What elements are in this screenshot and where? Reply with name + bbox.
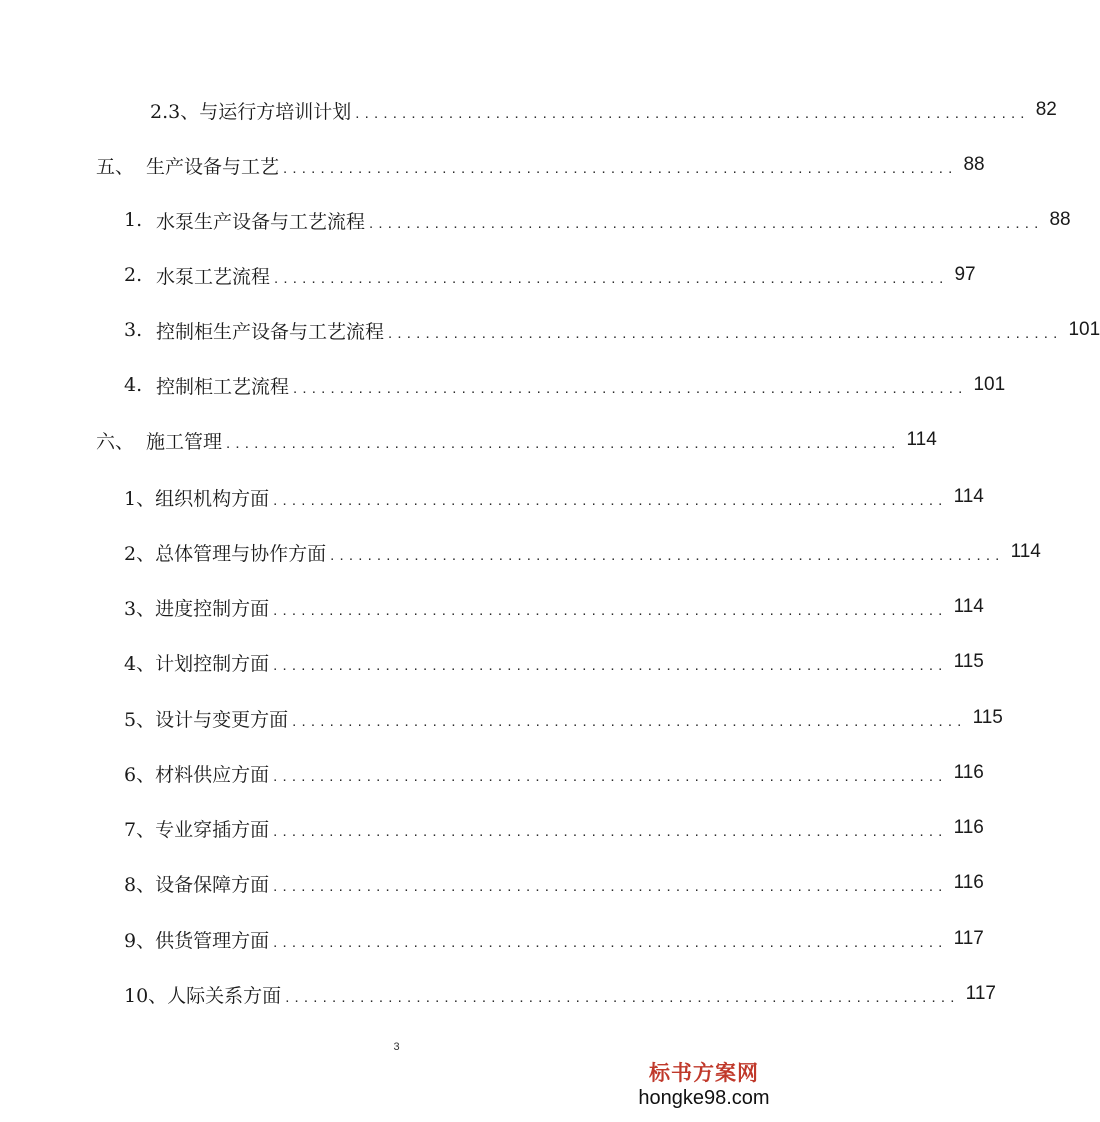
toc-entry-number: 1. bbox=[124, 209, 143, 231]
toc-entry-page: 116 bbox=[953, 872, 984, 893]
toc-entry[interactable] bbox=[124, 537, 1041, 567]
toc-leader-dots: ........................................................................ bbox=[273, 822, 948, 840]
toc-entry-title: 7、专业穿插方面 bbox=[124, 818, 270, 841]
toc-entry-page: 88 bbox=[1049, 209, 1071, 230]
toc-entry-title: 施工管理 bbox=[146, 430, 223, 453]
toc-leader-dots: ........................................................................ bbox=[273, 491, 948, 509]
toc-entry[interactable] bbox=[124, 315, 1100, 345]
toc-entry[interactable] bbox=[124, 813, 984, 843]
toc-entry-title: 3、进度控制方面 bbox=[124, 597, 270, 620]
toc-entry-page: 114 bbox=[906, 429, 937, 450]
toc-leader-dots: ........................................................................ bbox=[355, 104, 1030, 122]
watermark-site-url: hongke98.com bbox=[638, 1087, 770, 1109]
page-number: 3 bbox=[393, 1041, 400, 1053]
toc-entry-number: 2. bbox=[124, 264, 143, 286]
toc-entry-title: 生产设备与工艺 bbox=[146, 155, 280, 178]
toc-entry-number: 五、 bbox=[96, 155, 135, 178]
toc-leader-dots: ........................................................................ bbox=[273, 656, 948, 674]
toc-entry-title: 10、人际关系方面 bbox=[124, 984, 282, 1007]
toc-entry-page: 117 bbox=[953, 928, 984, 949]
toc-entry[interactable] bbox=[124, 592, 984, 622]
toc-entry-title: 水泵工艺流程 bbox=[156, 265, 271, 288]
toc-entry-page: 116 bbox=[953, 817, 984, 838]
toc-entry[interactable] bbox=[124, 205, 1071, 235]
toc-entry[interactable] bbox=[124, 370, 1006, 400]
toc-entry-page: 82 bbox=[1035, 99, 1057, 120]
toc-entry[interactable] bbox=[124, 703, 1003, 733]
toc-entry-number: 六、 bbox=[96, 430, 135, 453]
toc-leader-dots: ........................................................................ bbox=[388, 324, 1063, 342]
toc-entry-title: 控制柜工艺流程 bbox=[156, 375, 290, 398]
toc-leader-dots: ........................................................................ bbox=[226, 434, 901, 452]
toc-entry[interactable] bbox=[124, 868, 984, 898]
watermark-site-name: 标书方案网 bbox=[649, 1060, 759, 1085]
toc-entry[interactable] bbox=[124, 979, 996, 1009]
toc-leader-dots: ........................................................................ bbox=[273, 933, 948, 951]
toc-entry[interactable] bbox=[124, 924, 984, 954]
toc-entry-page: 101 bbox=[1068, 319, 1100, 340]
toc-entry[interactable] bbox=[124, 260, 976, 290]
toc-entry-page: 116 bbox=[953, 762, 984, 783]
toc-entry-number: 3. bbox=[124, 319, 143, 341]
toc-entry-page: 114 bbox=[1010, 541, 1041, 562]
toc-entry-page: 115 bbox=[953, 651, 984, 672]
toc-leader-dots: ........................................................................ bbox=[369, 214, 1044, 232]
toc-entry-page: 117 bbox=[965, 983, 996, 1004]
toc-leader-dots: ........................................................................ bbox=[274, 269, 949, 287]
toc-entry[interactable] bbox=[124, 647, 984, 677]
toc-leader-dots: ........................................................................ bbox=[330, 546, 1005, 564]
toc-entry[interactable] bbox=[124, 758, 984, 788]
toc-entry-title: 8、设备保障方面 bbox=[124, 873, 270, 896]
toc-leader-dots: ........................................................................ bbox=[292, 712, 967, 730]
toc-entry-page: 114 bbox=[953, 596, 984, 617]
toc-leader-dots: ........................................................................ bbox=[293, 379, 968, 397]
toc-leader-dots: ........................................................................ bbox=[273, 767, 948, 785]
toc-entry-page: 88 bbox=[963, 154, 985, 175]
toc-entry[interactable] bbox=[124, 482, 984, 512]
toc-entry-title: 2.3、与运行方培训计划 bbox=[150, 100, 352, 123]
toc-entry-title: 6、材料供应方面 bbox=[124, 763, 270, 786]
toc-entry-title: 水泵生产设备与工艺流程 bbox=[156, 210, 366, 233]
toc-leader-dots: ........................................................................ bbox=[273, 601, 948, 619]
toc-entry[interactable] bbox=[96, 150, 985, 180]
toc-leader-dots: ........................................................................ bbox=[273, 877, 948, 895]
toc-entry-page: 101 bbox=[973, 374, 1006, 395]
toc-entry-title: 9、供货管理方面 bbox=[124, 929, 270, 952]
site-watermark bbox=[629, 1060, 779, 1110]
toc-entry[interactable] bbox=[96, 425, 937, 455]
toc-entry-title: 5、设计与变更方面 bbox=[124, 708, 289, 731]
toc-entry-title: 4、计划控制方面 bbox=[124, 652, 270, 675]
toc-entry-page: 115 bbox=[972, 707, 1003, 728]
toc-leader-dots: ........................................................................ bbox=[283, 159, 958, 177]
toc-leader-dots: ........................................................................ bbox=[285, 988, 960, 1006]
toc-entry-title: 1、组织机构方面 bbox=[124, 487, 270, 510]
toc-entry-page: 97 bbox=[954, 264, 976, 285]
toc-entry-page: 114 bbox=[953, 486, 984, 507]
toc-entry-number: 4. bbox=[124, 374, 143, 396]
toc-entry-title: 控制柜生产设备与工艺流程 bbox=[156, 320, 385, 343]
toc-entry-title: 2、总体管理与协作方面 bbox=[124, 542, 327, 565]
toc-entry[interactable] bbox=[150, 95, 1057, 125]
